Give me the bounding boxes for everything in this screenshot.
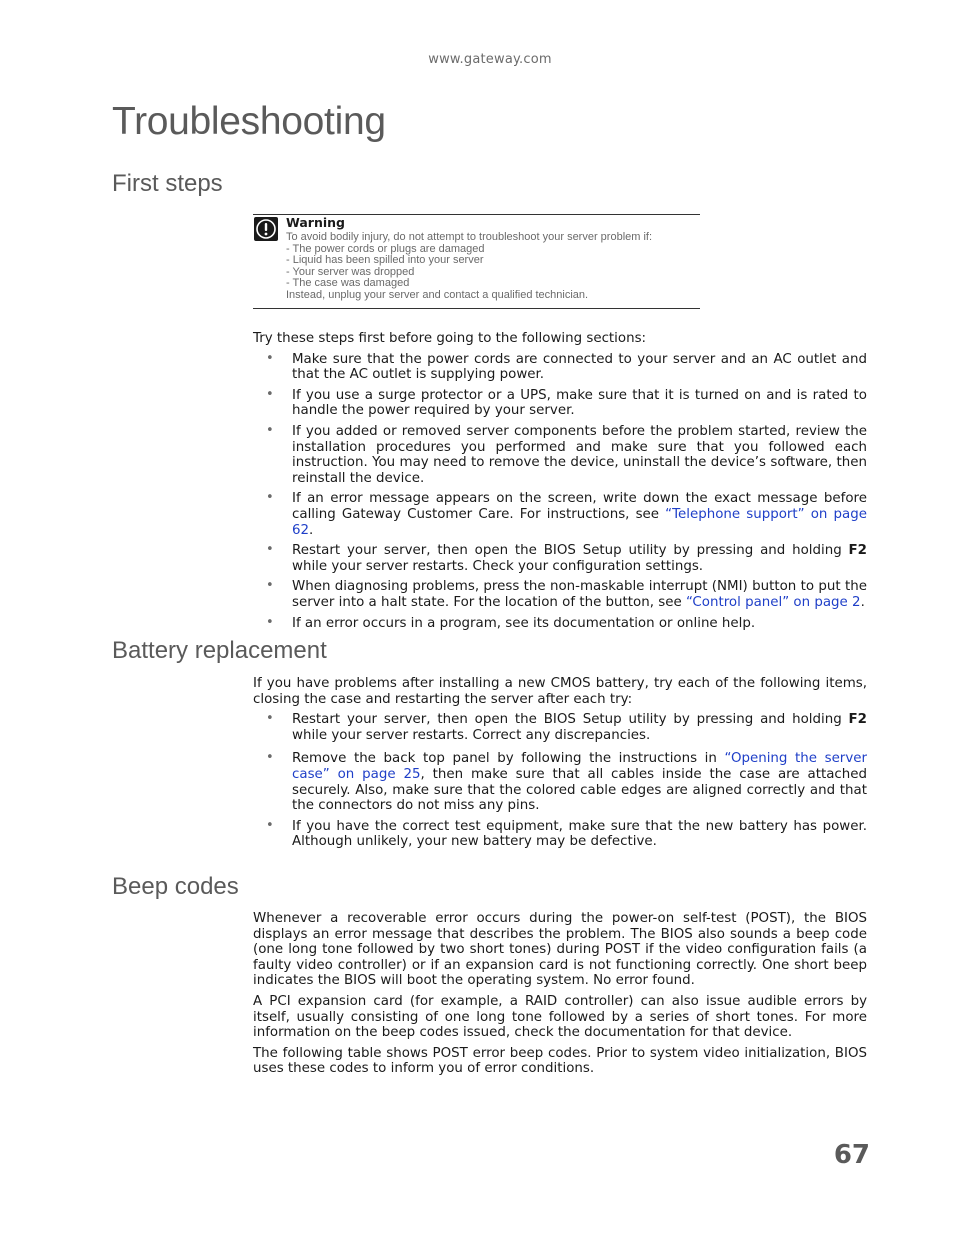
beep-paragraph: A PCI expansion card (for example, a RAID controller) can also issue audible errors by itself, usually consisting of one long tone followed by a series of short tones. For more information on the beep codes issued, check the documentation for that device.: [253, 993, 867, 1041]
bullet-icon: •: [266, 350, 274, 366]
warning-line: Instead, unplug your server and contact a qualified technician.: [286, 288, 589, 301]
control-panel-link[interactable]: “Control panel” on page 2: [685, 594, 861, 610]
list-item: • Restart your server, then open the BIOS Setup utility by pressing and holding F2 while your server restarts. Correct any discrepancies.: [266, 711, 867, 743]
list-item: • If an error message appears on the screen, write down the exact message before calling Gateway Customer Care. For instructions, see “Telephone support” on page 62.: [266, 490, 867, 538]
list-item: • When diagnosing problems, press the non-maskable interrupt (NMI) button to put the server into a halt state. For the location of the button, see “Control panel” on page 2.: [266, 578, 867, 610]
beep-paragraph: The following table shows POST error beep codes. Prior to system video initialization, BIOS uses these codes to inform you of error conditions.: [253, 1045, 867, 1077]
f2-key: F2: [848, 543, 867, 559]
list-item: • Restart your server, then open the BIOS Setup utility by pressing and holding F2 while your server restarts. Check your configuration settings.: [266, 542, 867, 574]
warning-line: - The power cords or plugs are damaged: [286, 242, 485, 255]
list-item: • If you use a surge protector or a UPS, make sure that it is turned on and is rated to handle the power required by your server.: [266, 386, 867, 419]
warning-text: [286, 232, 652, 302]
list-item: • If an error occurs in a program, see its documentation or online help.: [266, 614, 756, 631]
battery-body: [253, 676, 867, 850]
bullet-icon: •: [266, 490, 274, 506]
telephone-support-link[interactable]: “Telephone support” on page 62: [292, 506, 867, 538]
f2-key: F2: [848, 712, 867, 728]
battery-list: [253, 712, 867, 850]
bullet-icon: •: [266, 750, 274, 766]
bullet-icon: •: [266, 386, 274, 402]
beep-codes-body: [253, 911, 867, 1077]
warning-line: - Liquid has been spilled into your server: [286, 254, 484, 267]
site-url: www.gateway.com: [428, 52, 552, 67]
section-heading-beep-codes: Beep codes: [112, 873, 239, 900]
first-steps-list: [253, 352, 867, 632]
bullet-icon: •: [266, 422, 274, 438]
first-steps-intro: Try these steps first before going to the following sections:: [253, 331, 647, 346]
warning-line: To avoid bodily injury, do not attempt to troubleshoot your server problem if:: [286, 231, 653, 243]
warning-line: - Your server was dropped: [286, 265, 415, 278]
list-item: • If you added or removed server components before the problem started, review the installation procedures you performed and make sure that you followed each instruction. You may need to remove the device, uninstall the device’s software, then reinstall the device.: [266, 422, 867, 486]
first-steps-body: [253, 331, 867, 631]
section-heading-battery-replacement: Battery replacement: [112, 637, 327, 664]
warning-box: [253, 214, 700, 309]
bullet-icon: •: [266, 817, 274, 833]
warning-hand-icon: [254, 217, 278, 241]
warning-title: Warning: [286, 215, 345, 230]
warning-line: - The case was damaged: [286, 277, 410, 290]
bullet-icon: •: [266, 711, 274, 727]
bullet-icon: •: [266, 614, 274, 630]
bullet-icon: •: [266, 542, 274, 558]
list-item: • Remove the back top panel by following the instructions in “Opening the server case” on page 25, then make sure that all cables inside the case are attached securely. Also, make sure that the colored cable edges are aligned correctly and that the connectors do not miss any pins.: [266, 750, 867, 814]
page-title: Troubleshooting: [112, 100, 386, 143]
list-item: • Make sure that the power cords are connected to your server and an AC outlet and that the AC outlet is supplying power.: [266, 350, 867, 383]
bullet-icon: •: [266, 578, 274, 594]
opening-server-case-link[interactable]: “Opening the server case” on page 25: [292, 751, 867, 782]
section-heading-first-steps: First steps: [112, 170, 223, 197]
list-item: • If you have the correct test equipment, make sure that the new battery has power. Although unlikely, your new battery may be defective.: [266, 817, 867, 850]
battery-intro: If you have problems after installing a new CMOS battery, try each of the following items, closing the case and restarting the server after each try:: [253, 676, 867, 707]
beep-paragraph: Whenever a recoverable error occurs during the power-on self-test (POST), the BIOS displays an error message that describes the problem. The BIOS also sounds a beep code (one long tone followed by two short tones) during POST if the video configuration fails (a faulty video controller) or if an expansion card is not functioning correctly. One short beep indicates the BIOS will boot the operating system. No error found.: [253, 911, 867, 989]
page-number: 67: [833, 1140, 870, 1170]
